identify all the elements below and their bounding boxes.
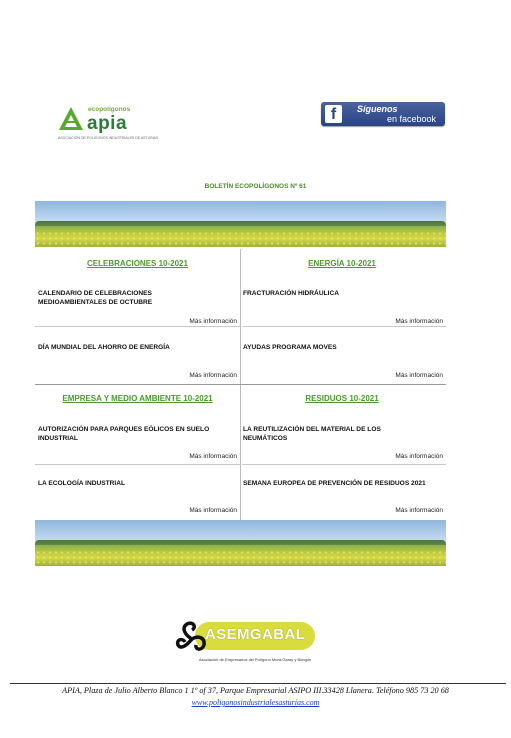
footer-divider (10, 683, 506, 684)
row-divider (35, 464, 240, 465)
news-item-title[interactable]: DÍA MUNDIAL DEL AHORRO DE ENERGÍA (38, 344, 170, 351)
section-heading-celebraciones[interactable]: CELEBRACIONES 10-2021 (87, 259, 188, 268)
facebook-follow-button[interactable] (321, 102, 445, 126)
more-info-link[interactable]: Más información (189, 507, 237, 514)
section-heading-residuos[interactable]: RESIDUOS 10-2021 (305, 394, 379, 403)
footer-website-link[interactable]: www.poligonosindustrialesasturias.com (191, 698, 320, 707)
row-divider (242, 464, 446, 465)
more-info-link[interactable]: Más información (189, 318, 237, 325)
row-divider (242, 326, 446, 327)
newsletter-title: BOLETÍN ECOPOLÍGONOS Nº 61 (204, 183, 307, 190)
news-item-title[interactable]: FRACTURACIÓN HIDRÁULICA (243, 290, 339, 297)
more-info-link[interactable]: Más información (395, 318, 443, 325)
section-divider (35, 384, 446, 385)
partner-subtitle: Asociación de Empresarios del Polígono Mora-Garay y Bobgón (199, 657, 312, 662)
partner-name: ASEMGABAL (205, 626, 306, 643)
facebook-label-line2: en facebook (387, 114, 437, 124)
apia-logo[interactable] (58, 104, 159, 142)
more-info-link[interactable]: Más información (395, 507, 443, 514)
asemgabal-logo[interactable] (175, 618, 325, 668)
row-divider (35, 326, 240, 327)
meadow-banner-bottom (35, 520, 446, 566)
triskele-icon (175, 620, 209, 658)
section-heading-empresa-medio-ambiente[interactable]: EMPRESA Y MEDIO AMBIENTE 10-2021 (62, 394, 213, 403)
more-info-link[interactable]: Más información (395, 453, 443, 460)
news-item-title[interactable]: LA ECOLOGÍA INDUSTRIAL (38, 480, 126, 487)
brand-name: apia (87, 113, 128, 134)
section-heading-energia[interactable]: ENERGÍA 10-2021 (308, 259, 376, 268)
brand-tag: ecopolígonos (88, 106, 131, 113)
news-item-title[interactable]: SEMANA EUROPEA DE PREVENCIÓN DE RESIDUOS 2021 (243, 480, 426, 487)
meadow-banner-top (35, 201, 446, 247)
column-divider (240, 249, 241, 521)
more-info-link[interactable]: Más información (395, 372, 443, 379)
more-info-link[interactable]: Más información (189, 372, 237, 379)
footer-address: APIA, Plaza de Julio Alberto Blanco 1 1º of 37, Parque Empresarial ASIPO III.33428 Llanera. Teléfono 985 73 20 68 (62, 686, 449, 695)
news-item-title[interactable]: LA REUTILIZACIÓN DEL MATERIAL DE LOS NEUMÁTICOS (243, 426, 381, 442)
news-item-title[interactable]: AYUDAS PROGRAMA MOVES (243, 344, 337, 351)
facebook-icon: f (325, 105, 342, 123)
brand-subtitle: ASOCIACIÓN DE POLÍGONOS INDUSTRIALES DE ASTURIAS (58, 136, 159, 140)
news-item-title[interactable]: CALENDARIO DE CELEBRACIONES MEDIOAMBIENTALES DE OCTUBRE (38, 290, 153, 306)
facebook-label-line1: Síguenos (357, 104, 398, 114)
news-item-title[interactable]: AUTORIZACIÓN PARA PARQUES EÓLICOS EN SUELO INDUSTRIAL (38, 426, 210, 442)
more-info-link[interactable]: Más información (189, 453, 237, 460)
apia-triangle-icon (58, 106, 84, 132)
